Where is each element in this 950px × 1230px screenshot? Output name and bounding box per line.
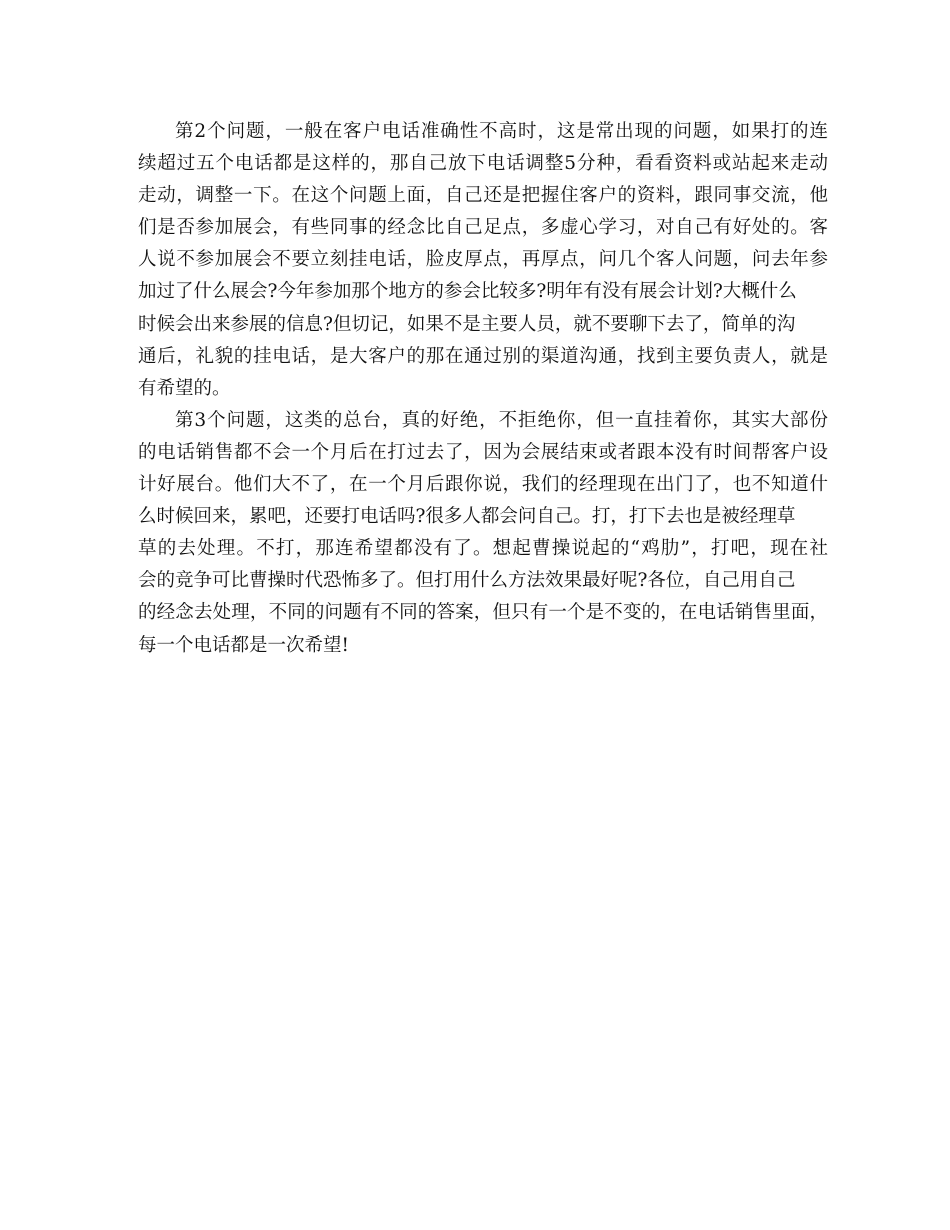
text-line: 们是否参加展会，有些同事的经念比自己足点，多虚心学习，对自己有好处的。客 xyxy=(138,217,828,239)
text-line: 走动，调整一下。在这个问题上面，自己还是把握住客户的资料，跟同事交流，他 xyxy=(138,185,828,207)
text-line: 有希望的。 xyxy=(138,377,231,399)
text-line: 的电话销售都不会一个月后在打过去了，因为会展结束或者跟本没有时间帮客户设 xyxy=(138,441,828,463)
document-body xyxy=(138,116,828,662)
text-line: 第3个问题，这类的总台，真的好绝，不拒绝你，但一直挂着你，其实大部份 xyxy=(175,409,828,431)
paragraph-problem-2 xyxy=(138,116,828,405)
text-line: 草的去处理。不打，那连希望都没有了。想起曹操说起的“鸡肋”，打吧，现在社 xyxy=(138,538,828,560)
text-line: 时候会出来参展的信息?但切记，如果不是主要人员，就不要聊下去了，简单的沟 xyxy=(138,313,796,335)
text-line: 计好展台。他们大不了，在一个月后跟你说，我们的经理现在出门了，也不知道什 xyxy=(138,474,828,496)
text-line: 么时候回来，累吧，还要打电话吗?很多人都会问自己。打，打下去也是被经理草 xyxy=(138,506,796,528)
text-line: 会的竞争可比曹操时代恐怖多了。但打用什么方法效果最好呢?各位，自己用自己 xyxy=(138,570,796,592)
text-line: 的经念去处理，不同的问题有不同的答案，但只有一个是不变的，在电话销售里面， xyxy=(138,602,828,624)
text-line: 通后，礼貌的挂电话，是大客户的那在通过别的渠道沟通，找到主要负责人，就是 xyxy=(138,345,828,367)
text-line: 第2个问题，一般在客户电话准确性不高时，这是常出现的问题，如果打的连 xyxy=(175,121,828,142)
text-line: 加过了什么展会?今年参加那个地方的参会比较多?明年有没有展会计划?大概什么 xyxy=(138,281,797,303)
text-line: 续超过五个电话都是这样的，那自己放下电话调整5分种，看看资料或站起来走动 xyxy=(138,153,828,175)
text-line: 人说不参加展会不要立刻挂电话，脸皮厚点，再厚点，问几个客人问题，问去年参 xyxy=(138,249,828,271)
text-line: 每一个电话都是一次希望! xyxy=(138,634,349,656)
paragraph-problem-3 xyxy=(138,405,828,662)
